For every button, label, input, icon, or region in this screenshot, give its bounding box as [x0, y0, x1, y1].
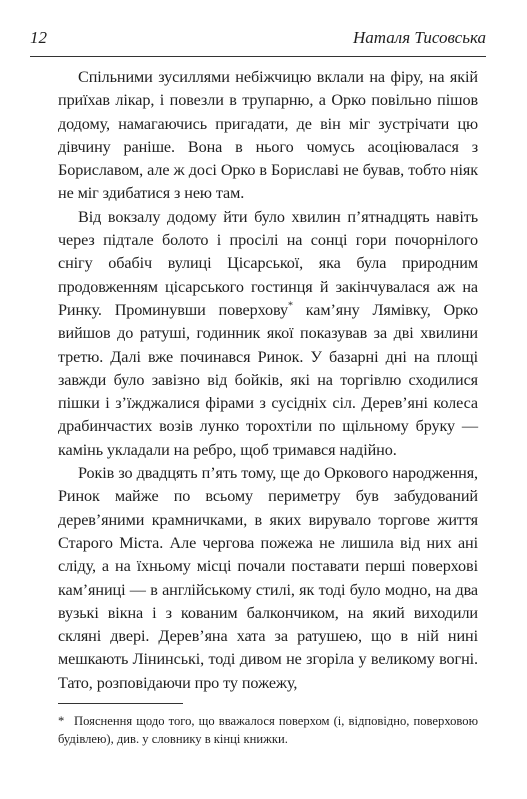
page-number: 12: [30, 28, 47, 47]
paragraph-3: Років зо двадцять п’ять тому, ще до Оркового народження, Ринок майже по всьому периметру був забудований дерев’яними крамничками, в яких вирувало торгове життя Старого Міста. Але чергова пожежа не лишила від них ані сліду, а на їхньому місці почали поставати перші поверхові кам’яниці — в англійському стилі, як тоді було модно, на два вузькі вікна і з кованим балкончиком, на який виходили скляні двері. Дерев’яна хата за ратушею, що в ній нині мешкають Лінинські, тоді дивом не згоріла у великому вогні. Тато, розповідаючи про ту пожежу,: [58, 464, 478, 692]
footnote: [58, 712, 478, 748]
body-text: [58, 66, 478, 695]
paragraph-2-part-1: Від вокзалу додому йти було хвилин п’ятнадцять навіть через підтале болото і просілі на сонці гори почорнілого снігу обабіч вулиці Цісарської, яка була природним продовженням цісарського гостинця й закінчувалася аж на Ринку. Проминувши поверхову: [58, 207, 478, 319]
footnote-marker: *: [58, 714, 65, 728]
header-rule: [30, 56, 486, 57]
paragraph-1: Спільними зусиллями небіжчицю вклали на фіру, на якій приїхав лікар, і повезли в трупарню, а Орко повільно пішов додому, намагаючись пригадати, де він міг зустрічати цю дівчину раніше. Вона в нього чомусь асоціювалася з Бориславом, але ж досі Орко в Бориславі не бував, тобто ніяк не міг здибатися з нею там.: [58, 68, 478, 203]
page-header: [30, 28, 486, 52]
paragraph-2: [58, 206, 478, 462]
running-head-author: Наталя Тисовська: [353, 28, 486, 47]
footnote-reference[interactable]: *: [287, 300, 293, 312]
footnote-rule: [58, 703, 183, 704]
footnote-text: Пояснення щодо того, що вважалося поверхом (і, відповідно, поверховою будівлею), див. у словнику в кінці книжки.: [58, 714, 478, 746]
paragraph-2-part-2: кам’яну Лямівку, Орко вийшов до ратуші, годинник якої показував за дві хвилини третю. Далі вже починався Ринок. У базарні дні на площі завжди було завізно від бойків, які на торгівлю сходилися пішки і з’їжджалися фірами з сусідніх сіл. Дерев’яні колеса драбинчастих возів лунко торохтіли по щільному бруку — камінь укладали на ребро, щоб тримався надійно.: [58, 300, 478, 459]
